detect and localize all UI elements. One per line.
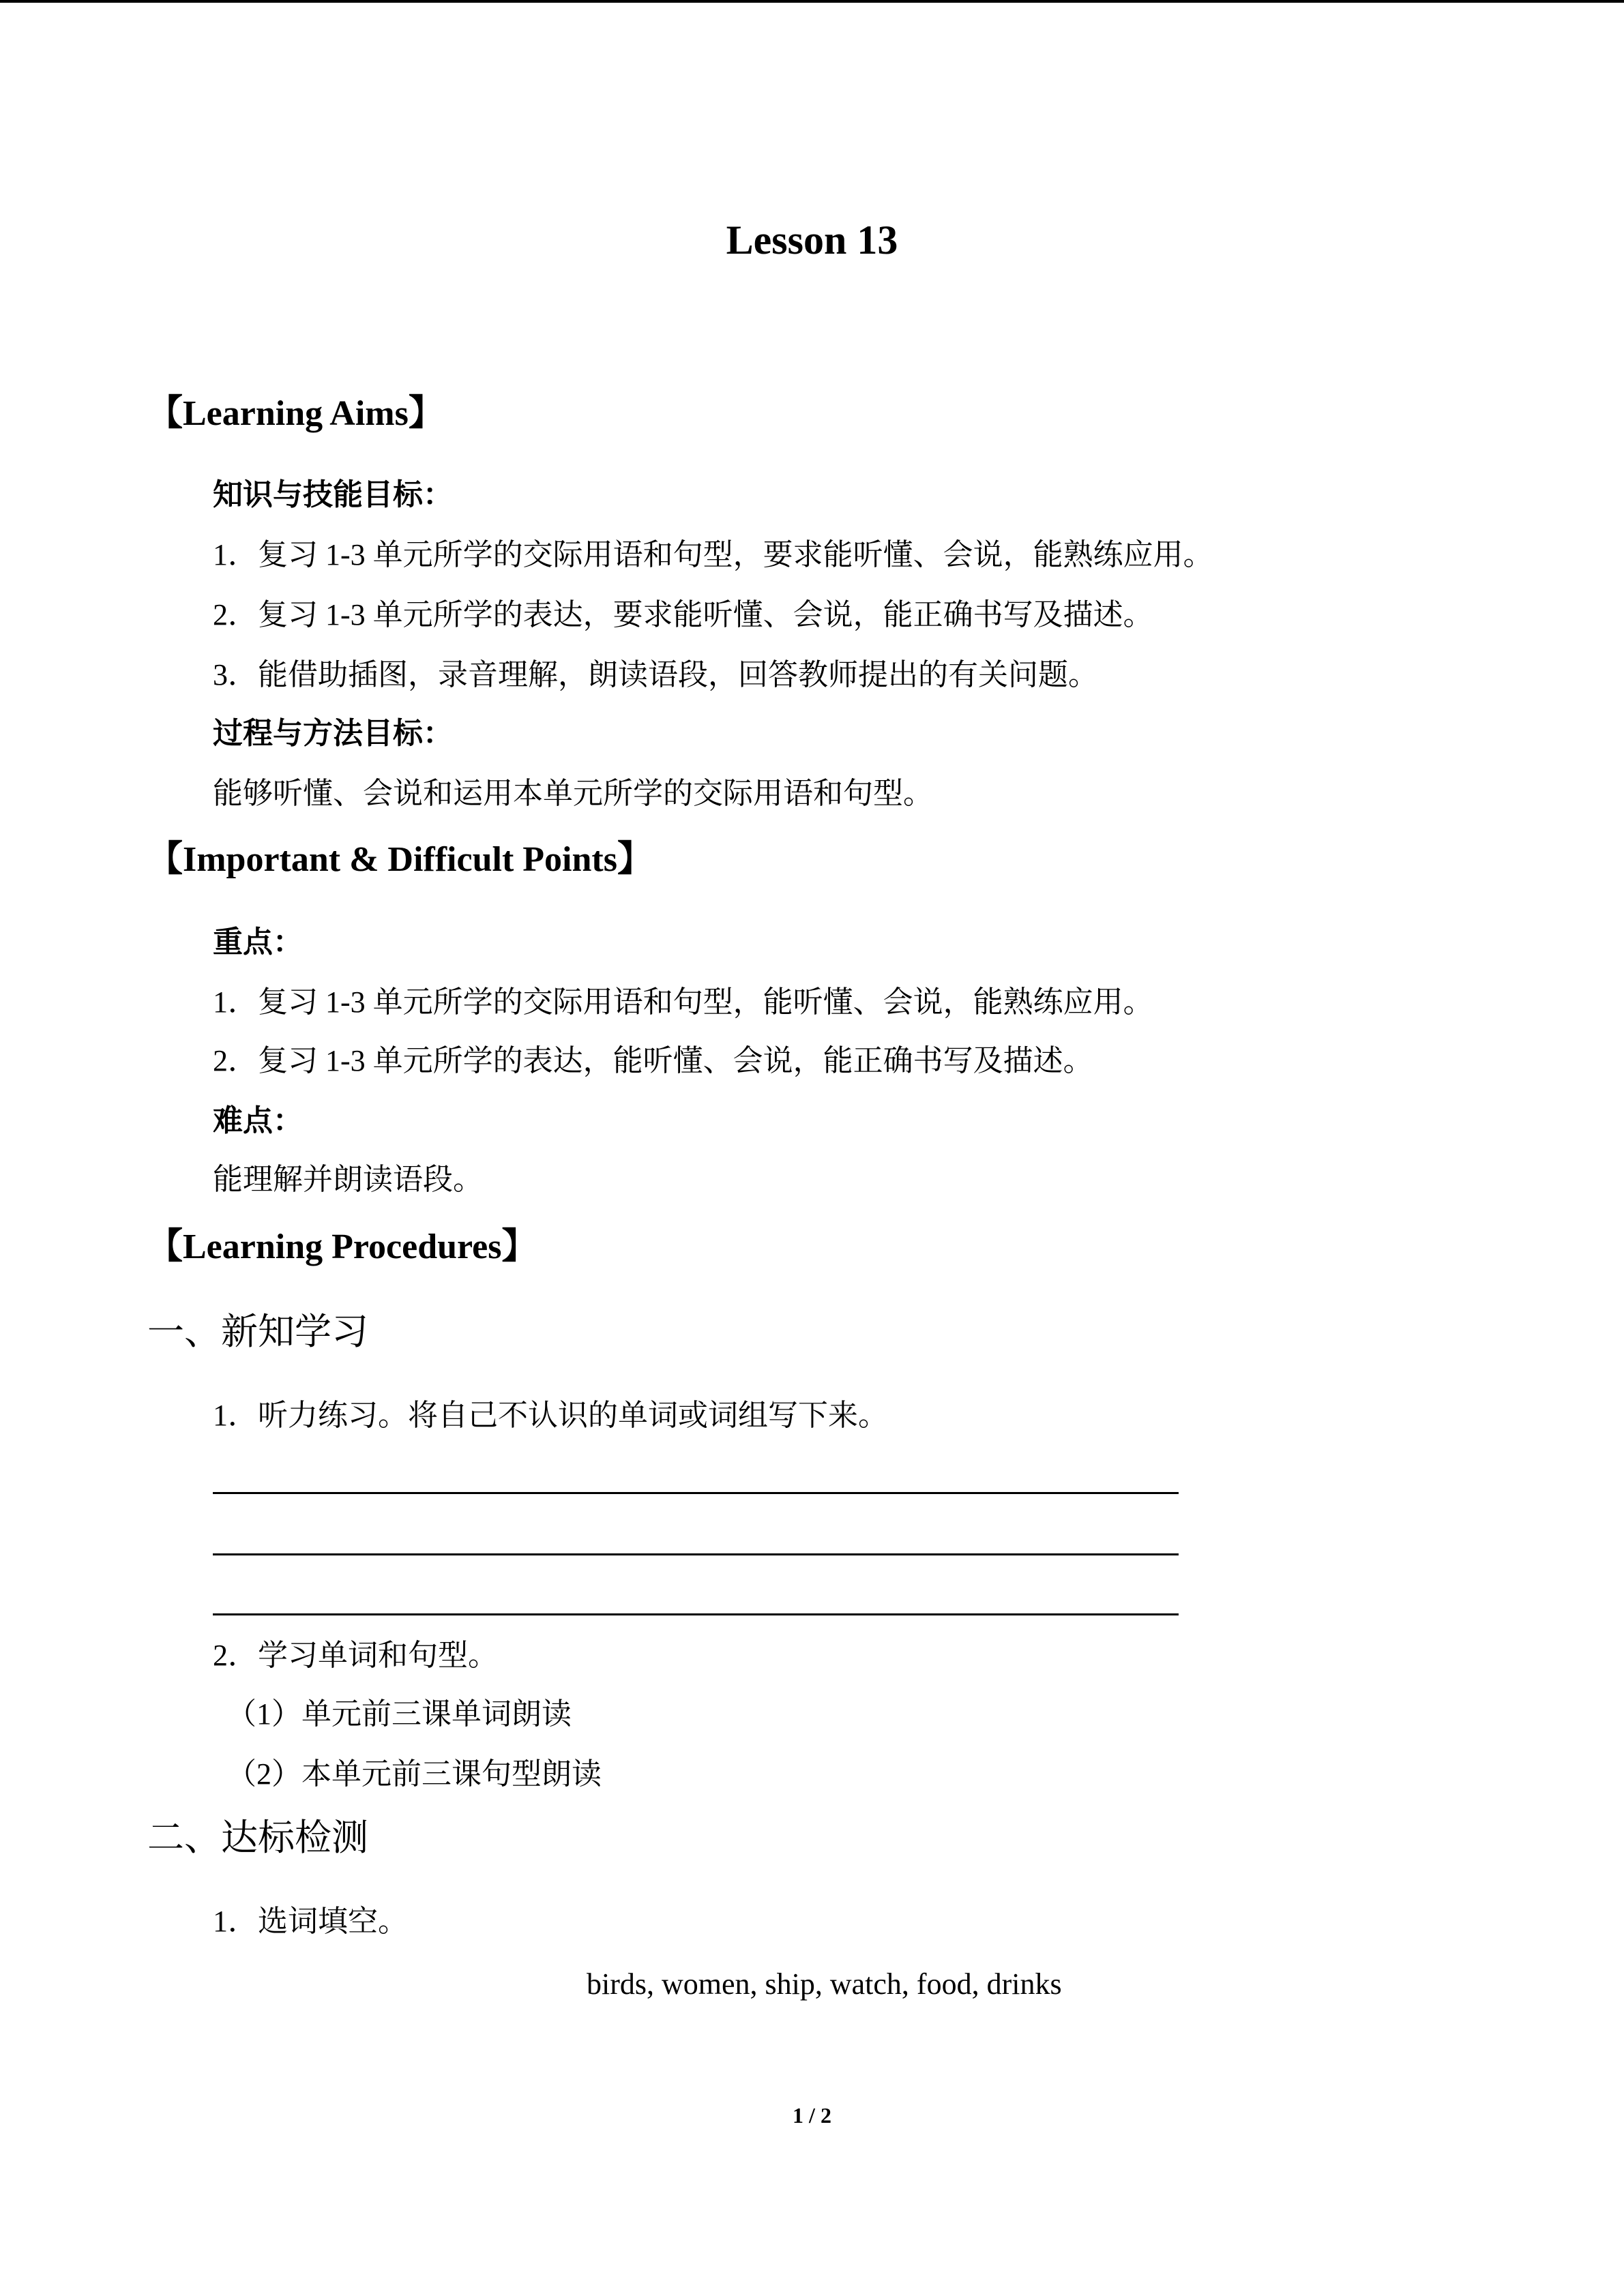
answer-blank-line-1 xyxy=(213,1492,1179,1494)
knowledge-skills-heading: 知识与技能目标： xyxy=(213,478,453,511)
knowledge-item-3: 3．能借助插图，录音理解，朗读语段，回答教师提出的有关问题。 xyxy=(213,658,1098,691)
fill-in-blank-item: 1．选词填空。 xyxy=(213,1905,408,1938)
process-method-text: 能够听懂、会说和运用本单元所学的交际用语和句型。 xyxy=(213,777,933,810)
knowledge-item-2: 2．复习 1-3 单元所学的表达，要求能听懂、会说，能正确书写及描述。 xyxy=(213,598,1153,631)
vocabulary-study-item: 2．学习单词和句型。 xyxy=(213,1639,498,1672)
page-title: Lesson 13 xyxy=(726,218,898,263)
important-points-heading: 【Important & Difficult Points】 xyxy=(147,840,653,879)
knowledge-item-1: 1．复习 1-3 单元所学的交际用语和句型，要求能听懂、会说，能熟练应用。 xyxy=(213,538,1213,571)
answer-blank-line-2 xyxy=(213,1553,1179,1555)
difficult-points-heading: 难点： xyxy=(213,1104,303,1137)
vocabulary-sub-item-2: （2）本单元前三课句型朗读 xyxy=(226,1757,602,1791)
new-knowledge-heading: 一、新知学习 xyxy=(147,1311,368,1352)
answer-blank-line-3 xyxy=(213,1613,1179,1615)
assessment-heading: 二、达标检测 xyxy=(147,1817,368,1858)
key-point-item-2: 2．复习 1-3 单元所学的表达，能听懂、会说，能正确书写及描述。 xyxy=(213,1044,1093,1077)
learning-aims-heading: 【Learning Aims】 xyxy=(147,394,444,433)
key-points-heading: 重点： xyxy=(213,925,303,959)
difficult-point-text: 能理解并朗读语段。 xyxy=(213,1163,483,1196)
page-top-border xyxy=(0,0,1624,3)
learning-procedures-heading: 【Learning Procedures】 xyxy=(147,1227,537,1266)
page-number: 1 / 2 xyxy=(793,2103,831,2128)
process-method-heading: 过程与方法目标： xyxy=(213,717,453,750)
listening-exercise-item: 1．听力练习。将自己不认识的单词或词组写下来。 xyxy=(213,1399,888,1432)
vocabulary-sub-item-1: （1）单元前三课单词朗读 xyxy=(226,1697,572,1731)
key-point-item-1: 1．复习 1-3 单元所学的交际用语和句型，能听懂、会说，能熟练应用。 xyxy=(213,985,1153,1019)
word-bank: birds, women, ship, watch, food, drinks xyxy=(587,1967,1062,2001)
